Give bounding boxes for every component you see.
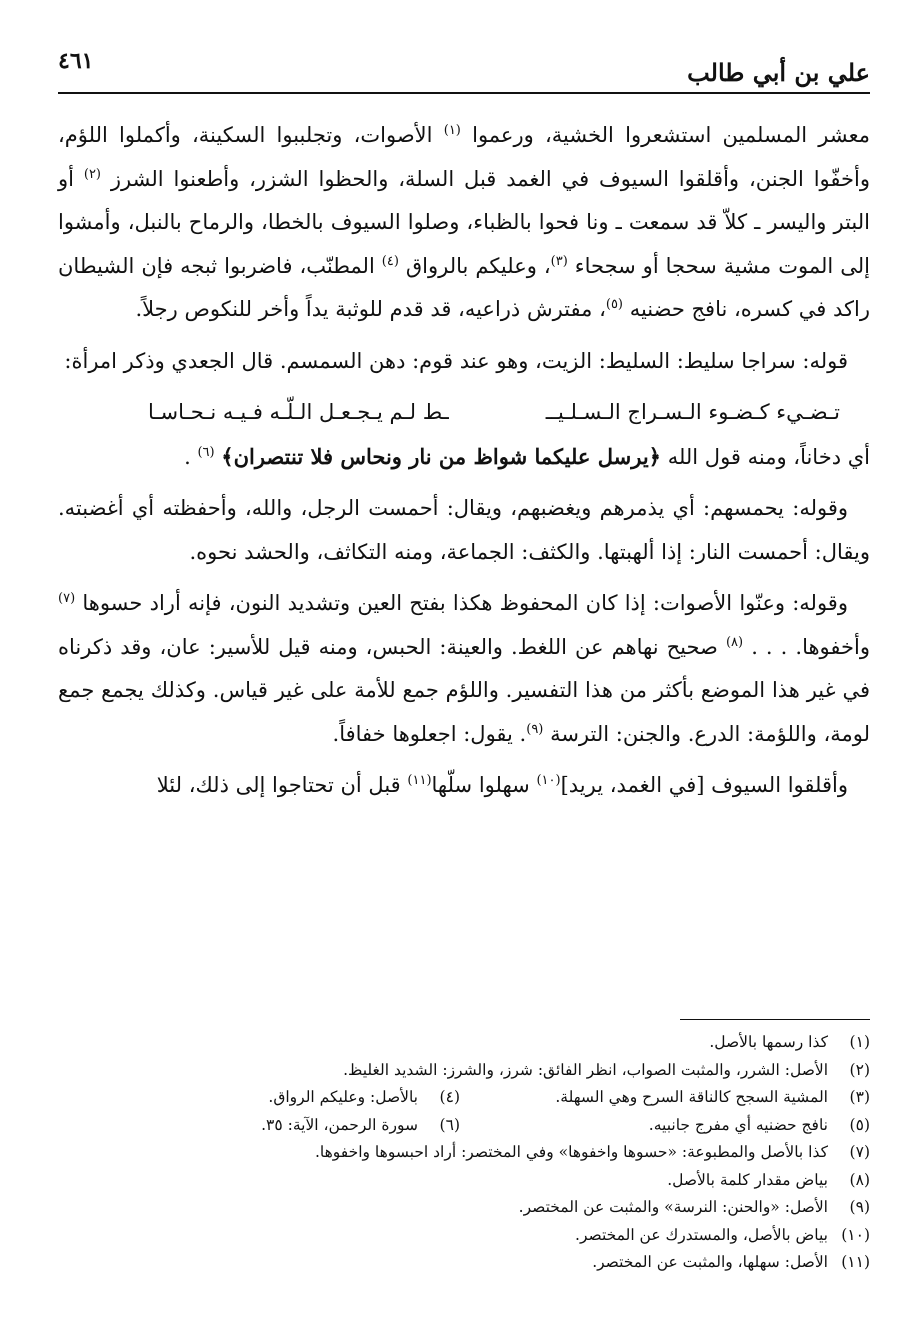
page-header	[58, 44, 870, 94]
footnote-number: (١١)	[841, 1253, 870, 1271]
footnote-ref: (٦)	[197, 444, 215, 460]
footnote-ref: (٢)	[83, 166, 101, 182]
text-span: أو البتر واليسر ـ كلاّ قد سمعت ـ ونا فحوا بالظباء، وصلوا السيوف بالخطا، والرماح بالنبل، وأمشوا إلى الموت مشية سحجا أو سجحاء	[58, 166, 870, 278]
text-span: وقوله: وعنّوا الأصوات: إذا كان المحفوظ هكذا بفتح العين وتشديد النون، فإنه أراد حسوها	[82, 591, 848, 615]
footnote-ref: (٨)	[725, 634, 744, 650]
footnote-number: (٥)	[849, 1115, 870, 1134]
footnote	[58, 1139, 870, 1167]
footnote-ref: (١)	[443, 123, 461, 138]
footnote-text: كذا بالأصل والمطبوعة: «حسوها واخفوها» وفي المختصر: أراد احبسوها واخفوها.	[314, 1143, 828, 1161]
text-span: قوله: سراجا سليط: السليط: الزيت، وهو عند قوم: دهن السمسم. قال الجعدي وذكر امرأة:	[64, 348, 848, 373]
footnote-text: نافج حضنيه أي مفرج جانبيه.	[648, 1115, 828, 1134]
quran-quote: ﴿يرسل عليكما شواظ من نار ونحاس فلا تنتصران﴾	[221, 443, 661, 469]
footnote	[58, 1194, 870, 1222]
footnote-ref: (٤)	[381, 253, 399, 269]
header-rule	[58, 92, 870, 94]
footnote-number: (٧)	[849, 1143, 870, 1161]
footnote-text: الأصل: «والحنن: النرسة» والمثبت عن المختصر.	[518, 1198, 828, 1216]
page-number: ٤٦١	[58, 48, 94, 74]
paragraph-2	[58, 340, 870, 384]
paragraph-6	[58, 764, 870, 808]
footnote-ref: (١٠)	[536, 773, 561, 788]
footnote-text: بالأصل: وعليكم الرواق.	[268, 1088, 418, 1106]
footnote-text: بياض مقدار كلمة بالأصل.	[667, 1170, 828, 1189]
footnote	[460, 1084, 870, 1112]
footnote-number: (١)	[849, 1033, 870, 1051]
text-span: الأصوات، وتجلببوا السكينة، وأكملوا اللؤم، وأخفّوا الجنن، وأقلقوا السيوف في الغمد قبل السلة، والحظوا الشزر، وأطعنوا الشرز	[58, 123, 870, 191]
footnote-text: سورة الرحمن، الآية: ٣٥.	[261, 1115, 418, 1134]
footnote	[58, 1222, 870, 1250]
footnote	[460, 1112, 870, 1140]
text-span: وأقلقوا السيوف [في الغمد، يريد]	[560, 773, 848, 797]
footnote-number: (٢)	[849, 1060, 870, 1079]
footnote-text: بياض بالأصل، والمستدرك عن المختصر.	[575, 1225, 828, 1244]
text-span: ، وعليكم بالرواق	[405, 253, 551, 278]
footnote-ref: (٥)	[605, 297, 623, 312]
text-span: أي دخاناً، ومنه قول الله	[667, 444, 870, 469]
footnote-number: (٣)	[849, 1088, 870, 1106]
text-span: معشر المسلمين استشعروا الخشية، ورعموا	[472, 123, 870, 147]
footnote-row	[58, 1112, 870, 1140]
footnote-ref: (١١)	[407, 773, 432, 788]
footnote-number: (١٠)	[841, 1225, 870, 1244]
poetry-verse	[58, 391, 870, 435]
paragraph-3	[58, 435, 870, 480]
text-span: وقوله: يحمسهم: أي يذمرهم ويغضبهم، ويقال: أحمست الرجل، والله، وأحفظته أي أغضبته. ويقال: أحمست النار: إذا ألهبتها. والكثف: الجماعة، ومنه التكاثف، والحشد نحوه.	[58, 496, 870, 564]
text-span: صحيح نهاهم عن اللغط. والعينة: الحبس، ومنه قيل للأسير: عان، وقد ذكرناه في غير هذا الموضع بأكثر من هذا التفسير. واللؤم جمع للأمة على غير قياس. وكذلك يجمع جمع لومة، واللؤمة: الدرع. والجنن: الترسة	[58, 634, 870, 746]
footnote	[268, 1084, 460, 1112]
footnote-text: الأصل: الشرر، والمثبت الصواب، انظر الفائق: شرز، والشرز: الشديد الغليظ.	[343, 1060, 828, 1079]
footnote	[58, 1029, 870, 1057]
footnotes	[58, 1029, 870, 1277]
footnote-ref: (٣)	[550, 253, 568, 269]
footnote-text: المشية السجح كالناقة السرح وهي السهلة.	[555, 1088, 828, 1106]
footnote-ref: (٩)	[526, 721, 544, 737]
paragraph-5	[58, 582, 870, 756]
footnote-text: الأصل: سهلها، والمثبت عن المختصر.	[592, 1253, 828, 1271]
footnote	[261, 1112, 460, 1140]
verse-first-hemistich: تـضـيء كـضـوء الـسـراج الـسـلـيــ	[545, 400, 840, 424]
footnote-text: كذا رسمها بالأصل.	[709, 1033, 828, 1051]
text-span: ، مفترش ذراعيه، قد قدم للوثبة يداً وأخر للنكوص رجلاً.	[135, 297, 606, 321]
footnote-number: (٨)	[849, 1170, 870, 1189]
footnote-number: (٦)	[439, 1115, 460, 1134]
main-text	[58, 114, 870, 816]
text-span: .	[184, 444, 191, 469]
text-span: قبل أن تحتاجوا إلى ذلك، لئلا	[156, 773, 401, 797]
footnote-number: (٩)	[849, 1198, 870, 1216]
footnote	[58, 1249, 870, 1277]
paragraph-1	[58, 114, 870, 332]
text-span: المطنّب، فاضربوا ثبجه فإن الشيطان راكد في كسره، نافج حضنيه	[58, 253, 870, 321]
paragraph-4	[58, 487, 870, 574]
text-span: . يقول: اجعلوها خفافاً.	[332, 721, 527, 746]
running-title: علي بن أبي طالب	[687, 58, 870, 87]
verse-second-hemistich: ـط لـم يـجـعـل الـلّـه فـيـه نـحـاسـا	[148, 400, 449, 424]
footnote	[58, 1167, 870, 1195]
footnote-ref: (٧)	[58, 591, 76, 606]
footnote	[58, 1057, 870, 1085]
footnote-number: (٤)	[439, 1088, 460, 1106]
text-span: وأخفوها. . . .	[751, 634, 870, 659]
footnote-rule	[680, 1019, 870, 1020]
footnote-row	[58, 1084, 870, 1112]
book-page	[58, 44, 870, 1314]
text-span: سهلوا سلّها	[431, 773, 530, 797]
